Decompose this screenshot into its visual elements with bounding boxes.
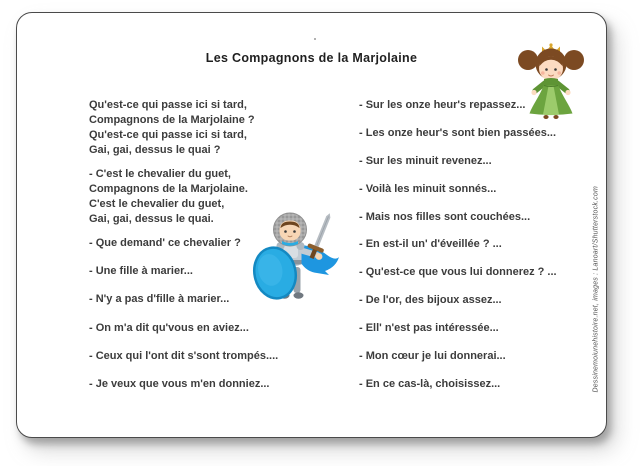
lyric-line: Compagnons de la Marjolaine ?	[89, 114, 255, 126]
lyric-line: - Sur les minuit revenez...	[359, 154, 492, 167]
lyric-line: - Que demand' ce chevalier ?	[89, 237, 241, 249]
song-sheet-card	[16, 12, 607, 438]
lyric-line: - Ceux qui l'ont dit s'sont trompés....	[89, 349, 279, 362]
princess-illustration	[515, 43, 587, 123]
scan-speck	[314, 38, 316, 40]
lyric-line: Gai, gai, dessus le quai ?	[89, 144, 221, 156]
lyric-line: - On m'a dit qu'vous en aviez...	[89, 321, 249, 334]
lyric-line: - Ell' n'est pas intéressée...	[359, 322, 499, 335]
lyric-line: - En ce cas-là, choisissez...	[359, 377, 501, 390]
lyrics-left-column	[89, 98, 339, 227]
lyric-line: Qu'est-ce qui passe ici si tard,	[89, 129, 247, 141]
lyric-line: Compagnons de la Marjolaine.	[89, 183, 248, 195]
lyric-line: - Une fille à marier...	[89, 265, 193, 278]
knight-illustration	[249, 211, 351, 307]
lyric-line: Gai, gai, dessus le quai.	[89, 213, 214, 225]
lyric-line: Qu'est-ce qui passe ici si tard,	[89, 99, 247, 111]
lyric-line: - Voilà les minuit sonnés...	[359, 182, 497, 195]
lyric-line: - C'est le chevalier du guet,	[89, 168, 231, 180]
lyric-line: - En est-il un' d'éveillée ? ...	[359, 238, 502, 251]
stanza-1	[89, 98, 339, 158]
watermark-credit: Dessinemoiunehistoire.net, images : Lanoart/Shutterstock.com	[593, 186, 600, 393]
lyric-line: C'est le chevalier du guet,	[89, 198, 225, 210]
lyric-line: - De l'or, des bijoux assez...	[359, 294, 502, 307]
lyrics-right-column	[359, 98, 594, 405]
lyric-line: - Mon cœur je lui donnerai...	[359, 350, 506, 363]
lyric-line: - Je veux que vous m'en donniez...	[89, 377, 270, 390]
lyric-line: - Qu'est-ce que vous lui donnerez ? ...	[359, 266, 557, 279]
song-title: Les Compagnons de la Marjolaine	[205, 51, 418, 65]
lyric-line: - Les onze heur's sont bien passées...	[359, 126, 557, 139]
lyric-line: - N'y a pas d'fille à marier...	[89, 293, 230, 306]
lyric-line: - Mais nos filles sont couchées...	[359, 210, 531, 223]
lyric-line: - Sur les onze heur's repassez...	[359, 99, 526, 111]
